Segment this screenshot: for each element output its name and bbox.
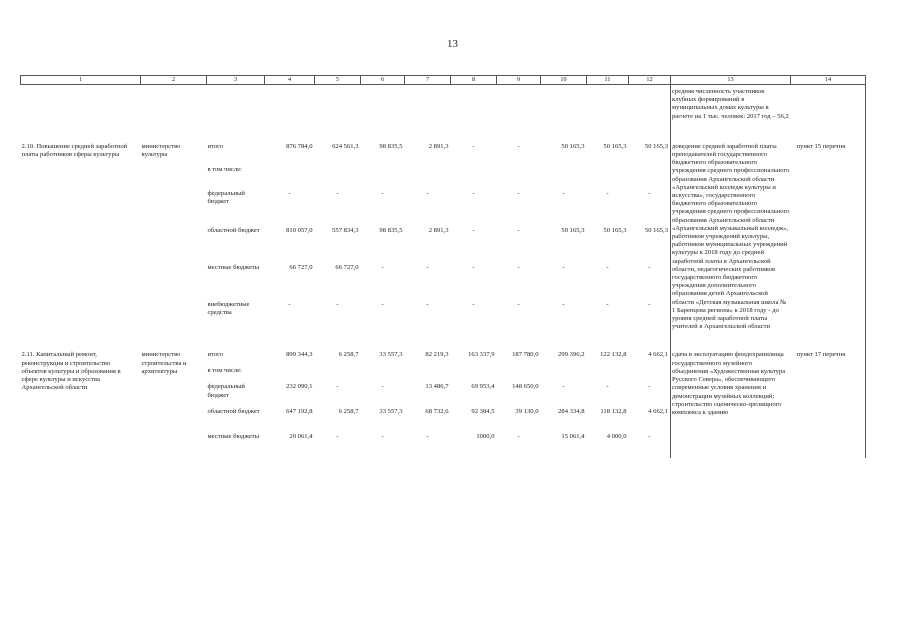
amount-cell: 50 165,3 <box>644 226 668 234</box>
amount-cell: - <box>381 300 384 308</box>
amount-cell: 557 834,3 <box>332 226 359 234</box>
col-num-9: 9 <box>497 76 541 85</box>
amount-cell: 2 891,3 <box>428 226 449 234</box>
funding-source-label: местные бюджеты <box>207 433 260 441</box>
amount-cell: 39 130,0 <box>515 408 539 416</box>
amount-cell: 33 557,3 <box>379 351 403 359</box>
amount-cell: 50 165,3 <box>603 226 627 234</box>
amount-cell: - <box>336 190 339 197</box>
col-num-5: 5 <box>315 76 361 85</box>
amount-cell: - <box>381 263 384 271</box>
amount-cell: - <box>336 383 339 391</box>
amount-cell: 624 561,3 <box>332 142 359 150</box>
amount-cell: - <box>562 300 565 308</box>
spacer-row <box>21 337 866 351</box>
amount-cell: 33 557,3 <box>379 408 403 416</box>
amount-cell: 647 192,8 <box>286 408 313 416</box>
amount-cell: 66 727,0 <box>335 263 359 271</box>
col-num-11: 11 <box>587 76 629 85</box>
amount-cell: 66 727,0 <box>289 263 313 271</box>
amount-cell: - <box>606 263 609 271</box>
budget-table-sheet <box>20 75 865 458</box>
amount-cell: - <box>517 190 520 197</box>
amount-cell <box>629 367 671 383</box>
amount-cell <box>497 166 541 190</box>
amount-cell: - <box>426 190 429 197</box>
amount-cell <box>315 166 361 190</box>
amount-cell <box>497 367 541 383</box>
amount-cell: 163 337,9 <box>468 351 495 359</box>
amount-cell: 118 132,8 <box>600 408 627 416</box>
funding-source-label: внебюджетные средства <box>207 300 250 316</box>
amount-cell: 4 662,1 <box>648 351 668 359</box>
amount-cell: 98 835,5 <box>379 142 403 150</box>
amount-cell: - <box>426 433 429 441</box>
amount-cell: - <box>648 190 651 197</box>
amount-cell <box>315 367 361 383</box>
amount-cell: 122 132,8 <box>600 351 627 359</box>
amount-cell: - <box>517 142 520 150</box>
amount-cell <box>265 166 315 190</box>
amount-cell: - <box>648 300 651 308</box>
funding-source-label: местные бюджеты <box>207 263 260 271</box>
amount-cell: 299 396,2 <box>558 351 585 359</box>
amount-cell: 6 258,7 <box>338 408 359 416</box>
amount-cell: 899 344,3 <box>286 351 313 359</box>
amount-cell: 68 732,6 <box>425 408 449 416</box>
amount-cell: 876 784,0 <box>286 142 313 150</box>
executor: министерство культуры <box>141 142 181 159</box>
spacer-row <box>21 129 866 143</box>
amount-cell <box>541 166 587 190</box>
amount-cell: - <box>606 383 609 391</box>
col-num-6: 6 <box>361 76 405 85</box>
reference-link: пункт 17 перечня <box>791 351 866 458</box>
amount-cell: - <box>381 383 384 391</box>
amount-cell: - <box>426 263 429 271</box>
amount-cell: - <box>648 433 651 441</box>
amount-cell: 50 165,3 <box>603 142 627 150</box>
amount-cell: 187 780,0 <box>512 351 539 359</box>
amount-cell: - <box>336 300 339 308</box>
amount-cell: - <box>288 190 291 197</box>
funding-source-label: в том числе: <box>207 367 242 375</box>
funding-source-label: в том числе: <box>207 166 242 174</box>
amount-cell <box>451 367 497 383</box>
funding-source-label: областной бюджет <box>207 408 260 416</box>
amount-cell: 2 891,3 <box>428 142 449 150</box>
amount-cell <box>587 367 629 383</box>
reference-link: пункт 15 перечня <box>791 143 866 338</box>
amount-cell: 69 953,4 <box>471 383 495 391</box>
amount-cell: 810 057,0 <box>286 226 313 234</box>
col-num-4: 4 <box>265 76 315 85</box>
expected-result: доведение средней заработной платы преподавателей государственного бюджетного образовательного учреждения среднего профессионального образования Архангельской области «Архангельский колледж культуры и искусства», государственного бюджетного образовательного учреждения среднего профессионального образования Архангельской области «Архангельский музыкальный колледж», работников учреждений культуры, работников муниципальных учреждений культуры к 2018 году до средней заработной платы в Архангельской области, педагогических работников государственного бюджетного учреждения дополнительного образования детей Архангельской области «Детская музыкальная школа № 1 Баренцева региона» к 2018 году - до уровня средней заработной платы учителей в Архангельской области <box>671 143 791 338</box>
continuation-row <box>21 85 866 129</box>
amount-cell: 50 165,3 <box>561 142 585 150</box>
funding-source-label: областной бюджет <box>207 226 260 234</box>
amount-cell: - <box>606 190 609 197</box>
amount-cell: 4 662,1 <box>648 408 668 416</box>
amount-cell: 1000,0 <box>476 433 495 441</box>
amount-cell: - <box>562 190 565 197</box>
col-num-10: 10 <box>541 76 587 85</box>
amount-cell: - <box>648 263 651 271</box>
amount-cell <box>629 166 671 190</box>
col-num-14: 14 <box>791 76 866 85</box>
col-num-2: 2 <box>141 76 207 85</box>
funding-source-label: итого <box>207 351 223 359</box>
amount-cell: 50 165,3 <box>561 226 585 234</box>
measure-name: 2.11. Капитальный ремонт, реконструкция и строительство объектов культуры и образования в сфере культуры и искусства Архангельской области <box>21 351 121 392</box>
amount-cell: 284 334,8 <box>558 408 585 416</box>
amount-cell: - <box>472 263 475 271</box>
amount-cell: - <box>472 300 475 308</box>
funding-source-label: федеральный бюджет <box>207 190 245 206</box>
amount-cell: - <box>562 383 565 391</box>
amount-cell: 4 000,0 <box>606 433 627 441</box>
expected-result: сдача в эксплуатацию фондохранилища государственного музейного объединения «Художественная культура Русского Севера», обеспечивающего современные условия хранения и демонстрации музейных коллекций; строительство сценическо-зрелищного комплекса к зданию <box>671 351 791 458</box>
amount-cell: 148 650,0 <box>512 383 539 391</box>
amount-cell: - <box>517 263 520 271</box>
amount-cell: 92 384,5 <box>471 408 495 416</box>
amount-cell <box>405 166 451 190</box>
amount-cell <box>587 166 629 190</box>
amount-cell <box>405 367 451 383</box>
amount-cell: - <box>381 433 384 441</box>
table-row <box>21 143 866 167</box>
amount-cell: 6 258,7 <box>338 351 359 359</box>
funding-source-label: федеральный бюджет <box>207 383 245 399</box>
budget-table <box>20 75 866 458</box>
amount-cell: - <box>426 300 429 308</box>
col-num-7: 7 <box>405 76 451 85</box>
amount-cell: - <box>381 190 384 197</box>
amount-cell: - <box>472 190 475 197</box>
col-num-13: 13 <box>671 76 791 85</box>
amount-cell: - <box>562 263 565 271</box>
amount-cell: - <box>517 433 520 441</box>
amount-cell: 98 835,5 <box>379 226 403 234</box>
amount-cell: - <box>336 433 339 441</box>
page-number: 13 <box>447 38 458 50</box>
amount-cell <box>541 367 587 383</box>
col-num-1: 1 <box>21 76 141 85</box>
amount-cell: 82 219,3 <box>425 351 449 359</box>
col-num-12: 12 <box>629 76 671 85</box>
measure-name: 2.10. Повышение средней заработной платы работников сферы культуры <box>21 142 128 159</box>
amount-cell: - <box>472 226 475 234</box>
funding-source-label: итого <box>207 142 223 150</box>
amount-cell: - <box>472 142 475 150</box>
amount-cell: 50 165,3 <box>644 142 668 150</box>
col-num-3: 3 <box>207 76 265 85</box>
continued-result-note: средняя численность участников клубных формирований в муниципальных домах культуры в расчете на 1 тыс. человек: 2017 год – 56,2 <box>671 85 791 129</box>
amount-cell: - <box>517 300 520 308</box>
amount-cell <box>361 367 405 383</box>
amount-cell <box>451 166 497 190</box>
amount-cell: - <box>606 300 609 308</box>
amount-cell: 232 090,1 <box>286 383 313 391</box>
col-num-8: 8 <box>451 76 497 85</box>
column-number-row <box>21 76 866 85</box>
amount-cell: - <box>517 226 520 234</box>
executor: министерство строительства и архитектуры <box>141 351 187 375</box>
amount-cell <box>361 166 405 190</box>
amount-cell: - <box>288 300 291 308</box>
table-row <box>21 351 866 367</box>
amount-cell <box>265 367 315 383</box>
amount-cell: 20 061,4 <box>289 433 313 441</box>
amount-cell: 13 486,7 <box>425 383 449 391</box>
amount-cell: 15 061,4 <box>561 433 585 441</box>
amount-cell: - <box>648 383 651 391</box>
